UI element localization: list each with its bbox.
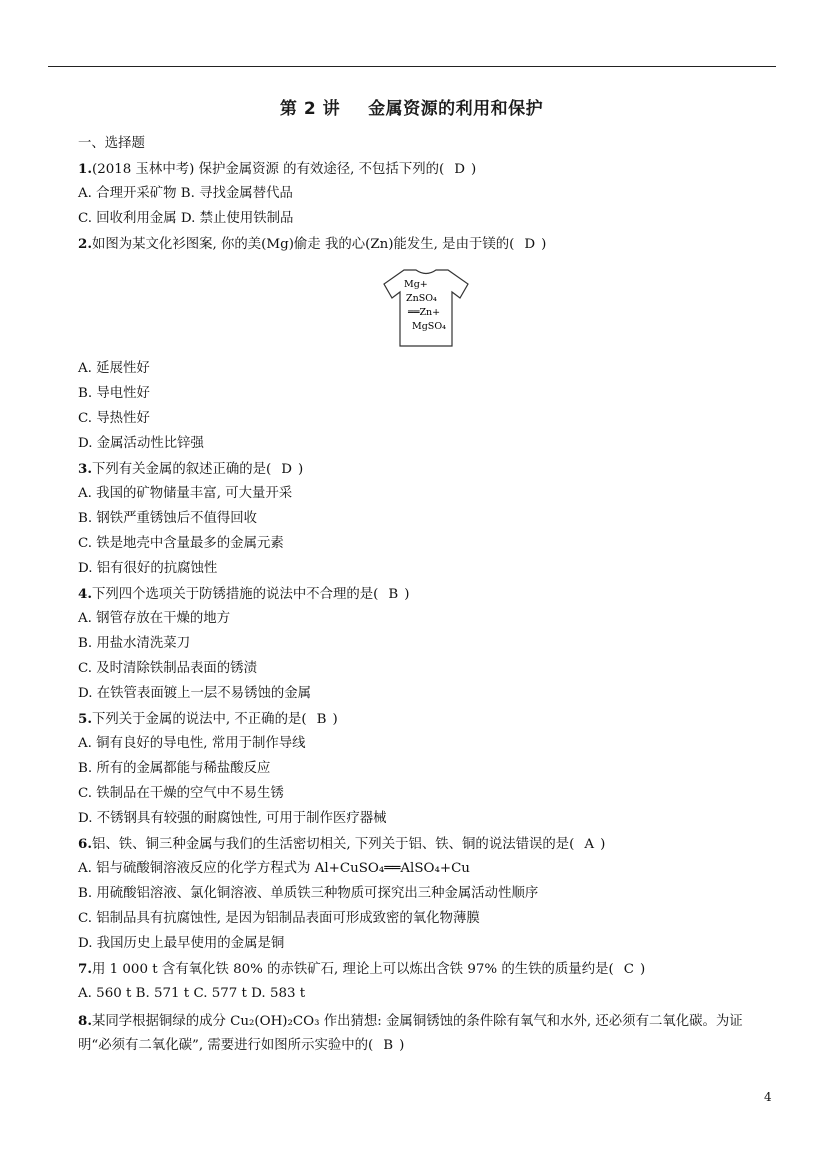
answer-6: A bbox=[584, 837, 595, 852]
answer-7: C bbox=[623, 962, 634, 977]
q1-option-row-2: C. 回收利用金属 D. 禁止使用铁制品 bbox=[78, 211, 294, 226]
q2-option-c: C. 导热性好 bbox=[78, 411, 150, 426]
question-1: 1.(2018 玉林中考) 保护金属资源 的有效途径, 不包括下列的( D ) bbox=[78, 161, 477, 177]
shirt-line-2: ZnSO₄ bbox=[406, 293, 437, 304]
q6-option-a: A. 铝与硫酸铜溶液反应的化学方程式为 Al+CuSO₄══AlSO₄+Cu bbox=[78, 861, 470, 876]
q4-option-b: B. 用盐水清洗菜刀 bbox=[78, 636, 191, 651]
q1-option-row-1: A. 合理开采矿物 B. 寻找金属替代品 bbox=[78, 186, 293, 201]
shirt-line-3: ══Zn+ bbox=[408, 307, 441, 318]
answer-1: D bbox=[454, 162, 465, 177]
q5-option-a: A. 铜有良好的导电性, 常用于制作导线 bbox=[78, 736, 306, 751]
page-number: 4 bbox=[764, 1090, 772, 1104]
q2-option-b: B. 导电性好 bbox=[78, 386, 150, 401]
q2-option-d: D. 金属活动性比锌强 bbox=[78, 436, 204, 451]
q3-option-d: D. 铝有很好的抗腐蚀性 bbox=[78, 561, 218, 576]
q6-option-c: C. 铝制品具有抗腐蚀性, 是因为铝制品表面可形成致密的氧化物薄膜 bbox=[78, 911, 480, 926]
shirt-line-1: Mg+ bbox=[404, 279, 428, 290]
q5-option-d: D. 不锈钢具有较强的耐腐蚀性, 可用于制作医疗器械 bbox=[78, 811, 387, 826]
header-rule bbox=[48, 66, 776, 67]
answer-2: D bbox=[524, 237, 536, 252]
q5-option-c: C. 铁制品在干燥的空气中不易生锈 bbox=[78, 786, 284, 801]
q4-option-c: C. 及时清除铁制品表面的锈渍 bbox=[78, 661, 257, 676]
answer-4: B bbox=[388, 587, 399, 602]
page-title: 第 2 讲 金属资源的利用和保护 bbox=[279, 99, 544, 119]
question-6: 6.铝、铁、铜三种金属与我们的生活密切相关, 下列关于铝、铁、铜的说法错误的是( A ) bbox=[78, 836, 606, 852]
q5-option-b: B. 所有的金属都能与稀盐酸反应 bbox=[78, 761, 271, 776]
question-3: 3.下列有关金属的叙述正确的是( D ) bbox=[78, 461, 304, 477]
q2-option-a: A. 延展性好 bbox=[78, 361, 150, 376]
q3-option-b: B. 钢铁严重锈蚀后不值得回收 bbox=[78, 511, 258, 526]
q6-option-d: D. 我国历史上最早使用的金属是铜 bbox=[78, 936, 285, 951]
question-5: 5.下列关于金属的说法中, 不正确的是( B ) bbox=[78, 711, 338, 727]
question-4: 4.下列四个选项关于防锈措施的说法中不合理的是( B ) bbox=[78, 586, 410, 602]
question-2: 2.如图为某文化衫图案, 你的美(Mg)偷走 我的心(Zn)能发生, 是由于镁的( D ) bbox=[78, 236, 547, 252]
answer-5: B bbox=[316, 712, 327, 727]
question-8: 8.某同学根据铜绿的成分 Cu₂(OH)₂CO₃ 作出猜想: 金属铜锈蚀的条件除有氧气和水外, 还必须有二氧化碳。为证明“必须有二氧化碳”, 需要进行如图所示实验中的( B ) bbox=[78, 1009, 773, 1058]
answer-3: D bbox=[281, 462, 293, 477]
tshirt-figure bbox=[382, 268, 470, 348]
q4-option-d: D. 在铁管表面镀上一层不易锈蚀的金属 bbox=[78, 686, 312, 701]
q7-options: A. 560 t B. 571 t C. 577 t D. 583 t bbox=[78, 986, 306, 1001]
q3-option-c: C. 铁是地壳中含量最多的金属元素 bbox=[78, 536, 284, 551]
shirt-line-4: MgSO₄ bbox=[412, 321, 446, 332]
question-7: 7.用 1 000 t 含有氧化铁 80% 的赤铁矿石, 理论上可以炼出含铁 97% 的生铁的质量约是( C ) bbox=[78, 961, 646, 977]
answer-8: B bbox=[383, 1038, 394, 1053]
section-heading: 一、选择题 bbox=[78, 136, 145, 151]
q4-option-a: A. 钢管存放在干燥的地方 bbox=[78, 611, 231, 626]
q6-option-b: B. 用硫酸铝溶液、氯化铜溶液、单质铁三种物质可探究出三种金属活动性顺序 bbox=[78, 886, 539, 901]
q3-option-a: A. 我国的矿物储量丰富, 可大量开采 bbox=[78, 486, 293, 501]
